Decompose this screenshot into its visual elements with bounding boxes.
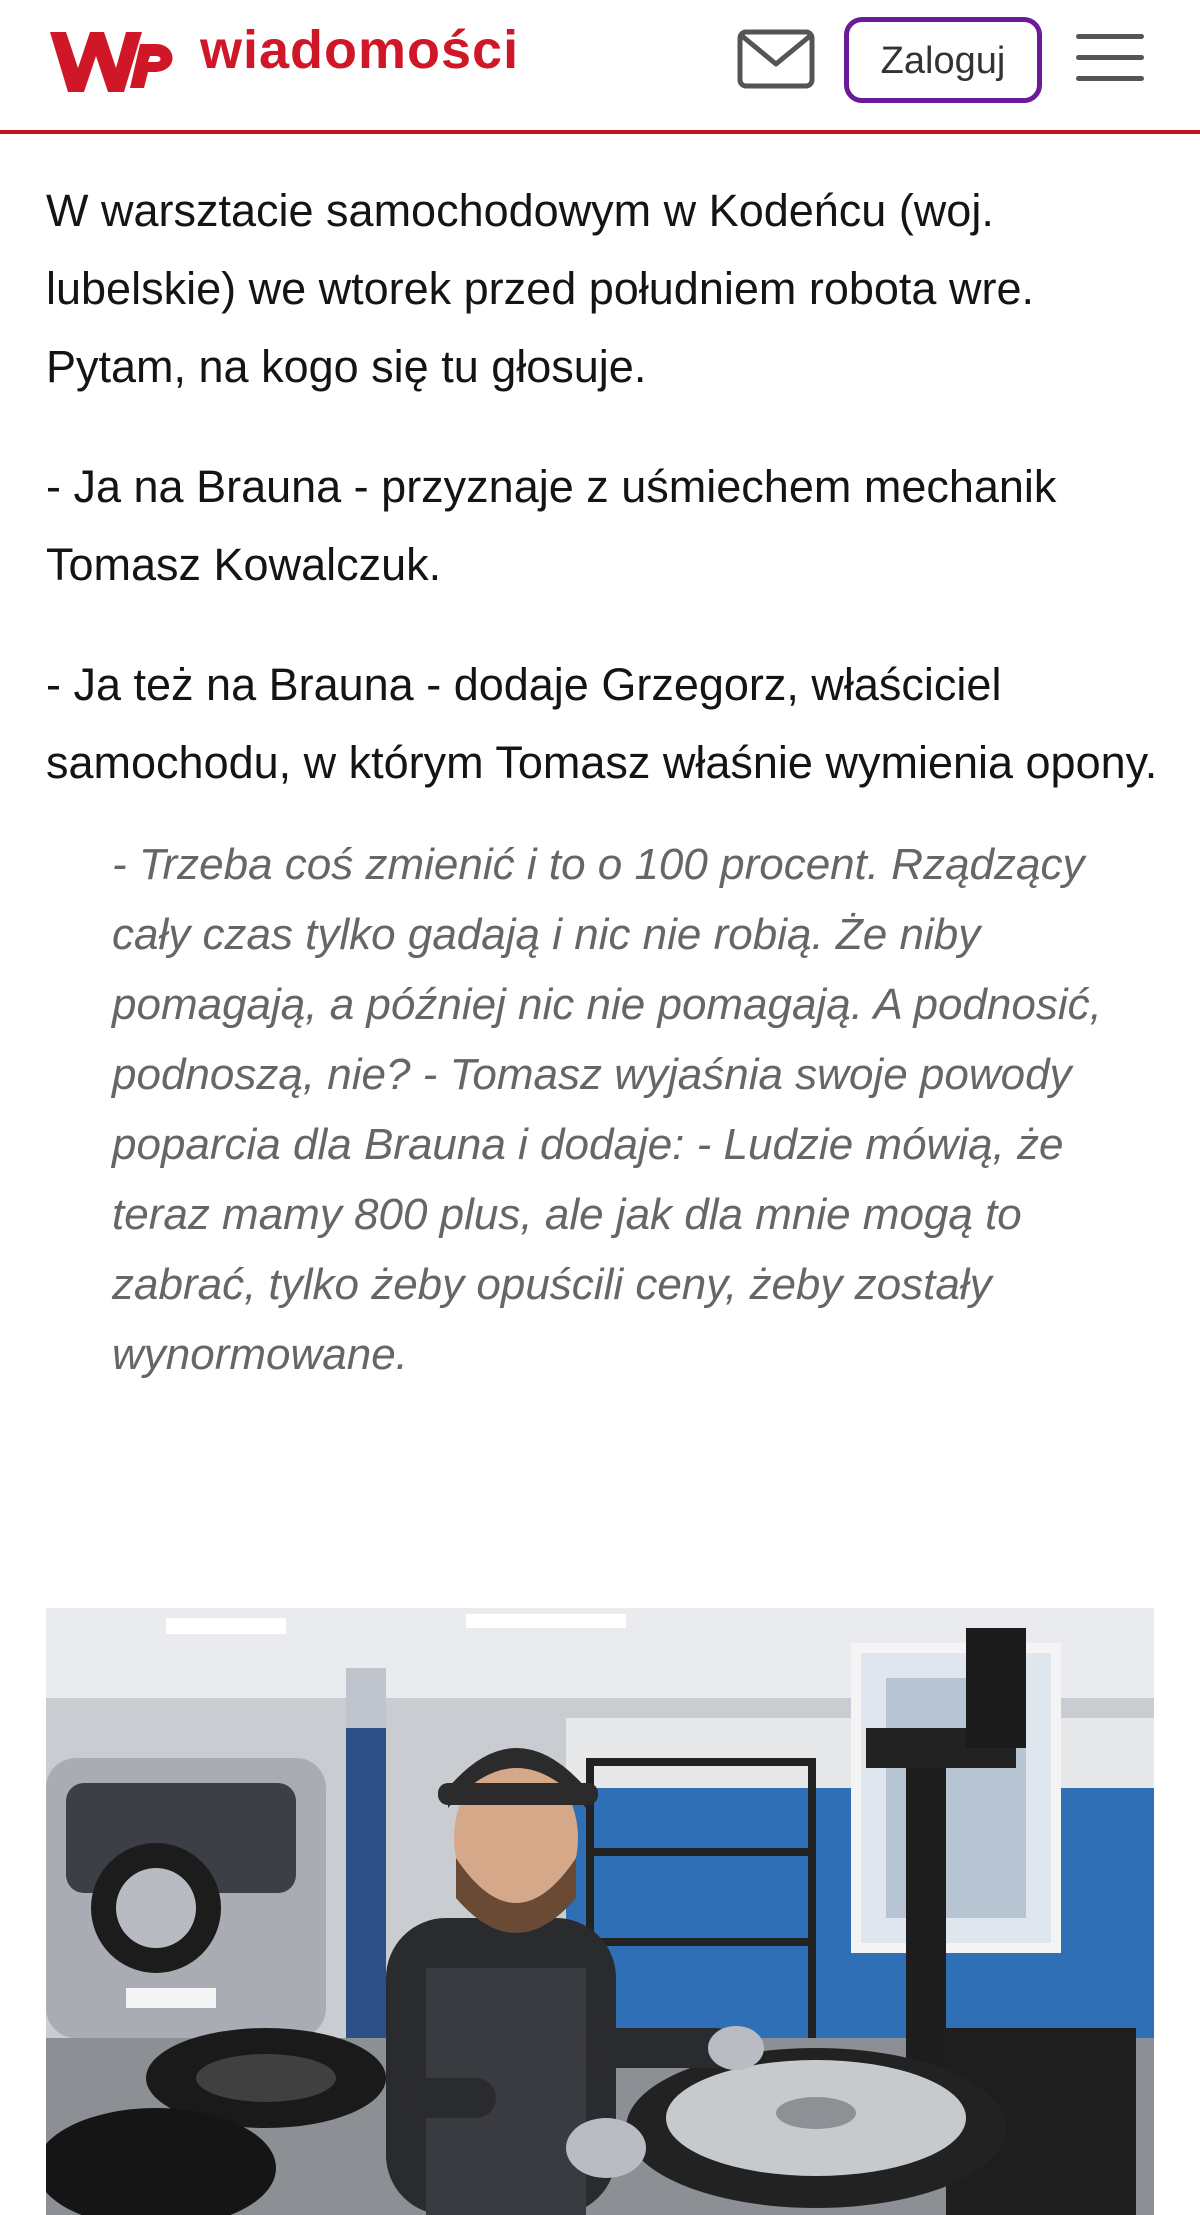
article-paragraph-1: W warsztacie samochodowym w Kodeńcu (woj. lubelskie) we wtorek przed południem robota wre. Pytam, na kogo się tu głosuje. bbox=[46, 185, 1034, 392]
wp-logo-icon[interactable] bbox=[44, 22, 184, 102]
article-paragraph-2: - Ja na Brauna - przyznaje z uśmiechem mechanik Tomasz Kowalczuk. bbox=[46, 461, 1057, 590]
menu-line-top bbox=[1076, 34, 1144, 39]
mail-icon[interactable] bbox=[736, 26, 816, 92]
article-photo[interactable] bbox=[46, 1608, 1154, 2215]
brand-name[interactable]: wiadomości bbox=[200, 20, 520, 80]
article-paragraph-3: - Ja też na Brauna - dodaje Grzegorz, właściciel samochodu, w którym Tomasz właśnie wymienia opony. bbox=[46, 659, 1158, 788]
mechanic-workshop-photo bbox=[46, 1608, 1154, 2215]
site-header bbox=[0, 0, 1200, 134]
article-quote: - Trzeba coś zmienić i to o 100 procent. Rządzący cały czas tylko gadają i nic nie robią. Że niby pomagają, a później nic nie pomagają. A podnosić, podnoszą, nie? - Tomasz wyjaśnia swoje powody poparcia dla Brauna i dodaje: - Ludzie mówią, że teraz mamy 800 plus, ale jak dla mnie mogą to zabrać, tylko żeby opuścili ceny, żeby zostały wynormowane. bbox=[112, 840, 1102, 1379]
hamburger-menu-icon[interactable] bbox=[1074, 34, 1146, 94]
menu-line-bottom bbox=[1076, 76, 1144, 81]
login-button[interactable]: Zaloguj bbox=[844, 17, 1042, 103]
article-body bbox=[46, 172, 1166, 1390]
menu-line-middle bbox=[1076, 55, 1144, 60]
